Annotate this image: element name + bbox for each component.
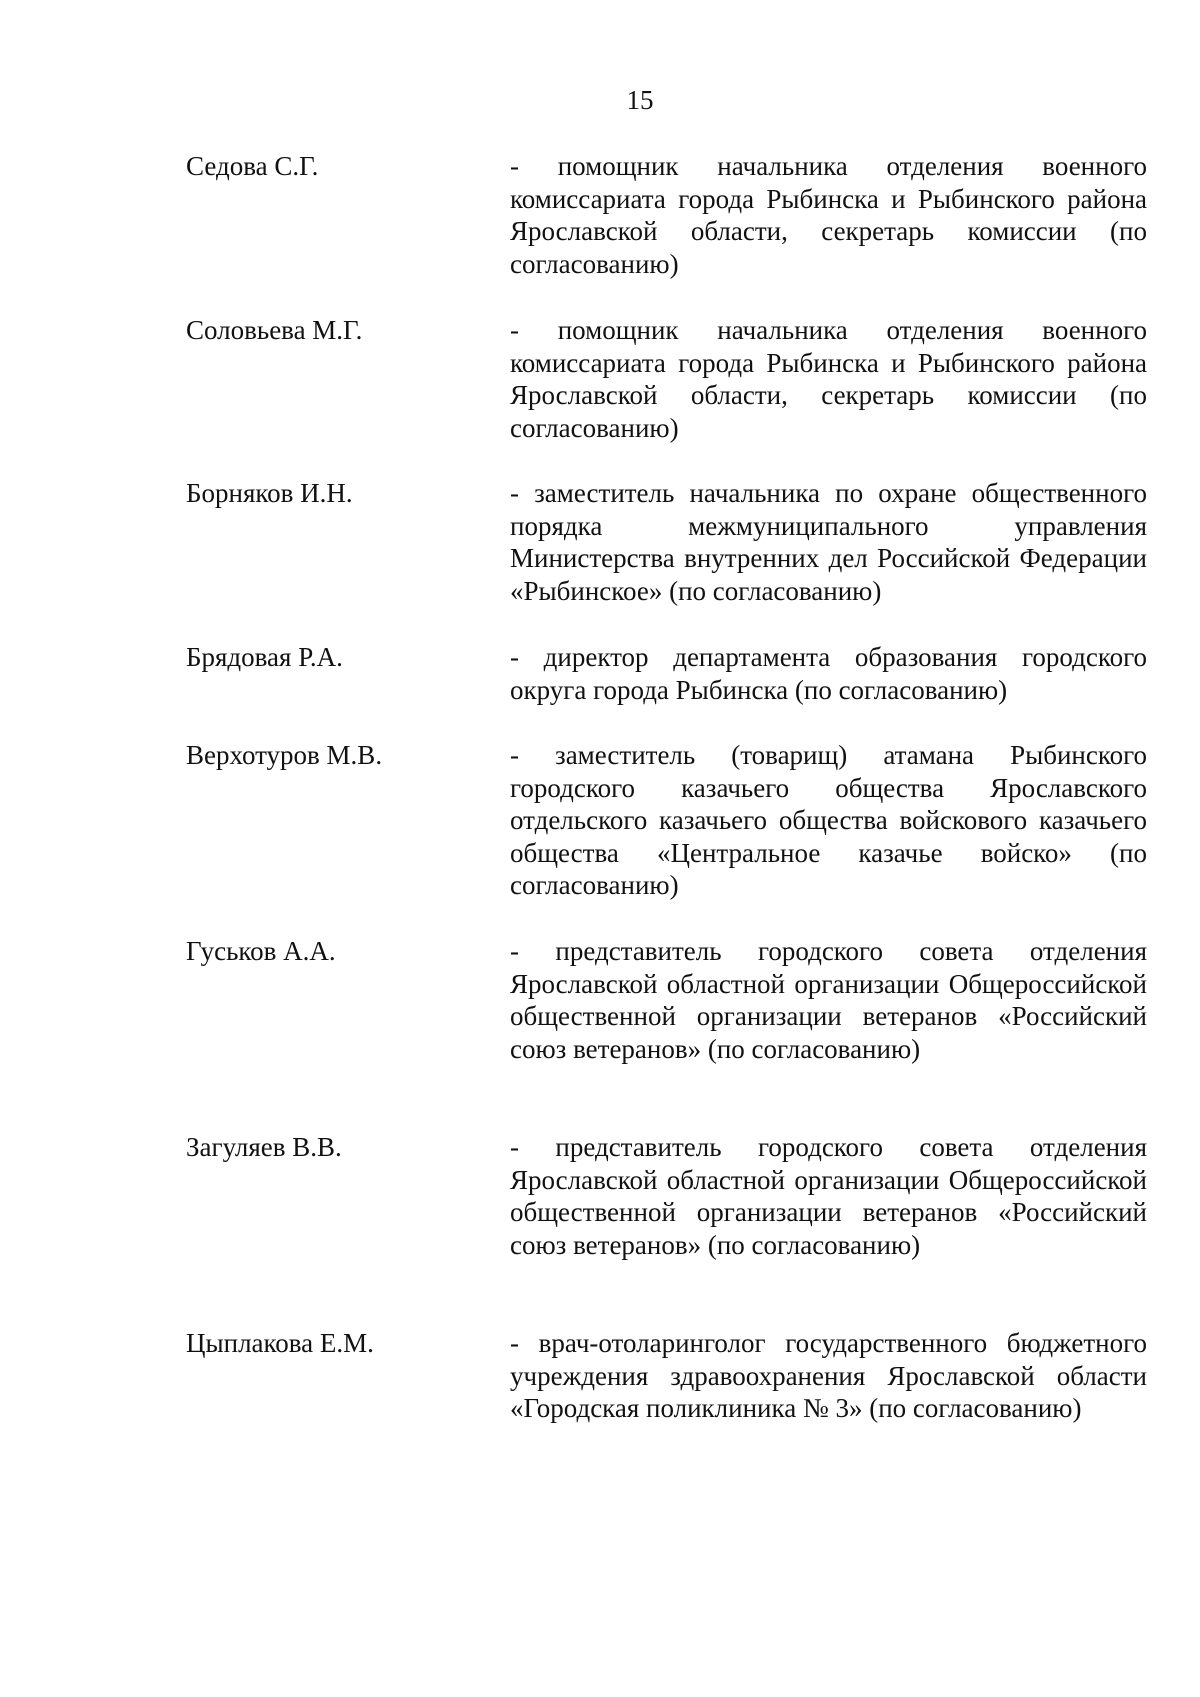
- member-description: - заместитель (товарищ) атамана Рыбинского городского казачьего общества Ярославского отдельского казачьего общества войскового казачьего общества «Центральное казачье войско» (по согласованию): [510, 740, 1147, 901]
- member-description: - заместитель начальника по охране общественного порядка межмуниципального управления Министерства внутренних дел Российской Федерации «Рыбинское» (по согласованию): [510, 478, 1147, 606]
- member-name: Верхотуров М.В.: [186, 740, 383, 770]
- member-description: - представитель городского совета отделения Ярославской областной организации Общероссийской общественной организации ветеранов «Российский союз ветеранов» (по согласованию): [510, 936, 1147, 1064]
- member-description: - директор департамента образования городского округа города Рыбинска (по согласованию): [510, 642, 1147, 705]
- member-name: Соловьева М.Г.: [186, 315, 363, 345]
- member-name: Брядовая Р.А.: [186, 642, 343, 672]
- member-description: - врач-отоларинголог государственного бюджетного учреждения здравоохранения Ярославской области «Городская поликлиника № 3» (по согласованию): [510, 1328, 1147, 1424]
- page-number: 15: [626, 85, 654, 115]
- member-name: Гуськов А.А.: [186, 936, 336, 966]
- member-description: - представитель городского совета отделения Ярославской областной организации Общероссийской общественной организации ветеранов «Российский союз ветеранов» (по согласованию): [510, 1132, 1147, 1260]
- member-name: Цыплакова Е.М.: [186, 1328, 374, 1358]
- member-description: - помощник начальника отделения военного комиссариата города Рыбинска и Рыбинского района Ярославской области, секретарь комиссии (по согласованию): [510, 315, 1147, 443]
- member-description: - помощник начальника отделения военного комиссариата города Рыбинска и Рыбинского района Ярославской области, секретарь комиссии (по согласованию): [510, 151, 1147, 279]
- member-name: Седова С.Г.: [186, 151, 319, 181]
- member-name: Загуляев В.В.: [186, 1132, 342, 1162]
- member-name: Борняков И.Н.: [186, 478, 353, 508]
